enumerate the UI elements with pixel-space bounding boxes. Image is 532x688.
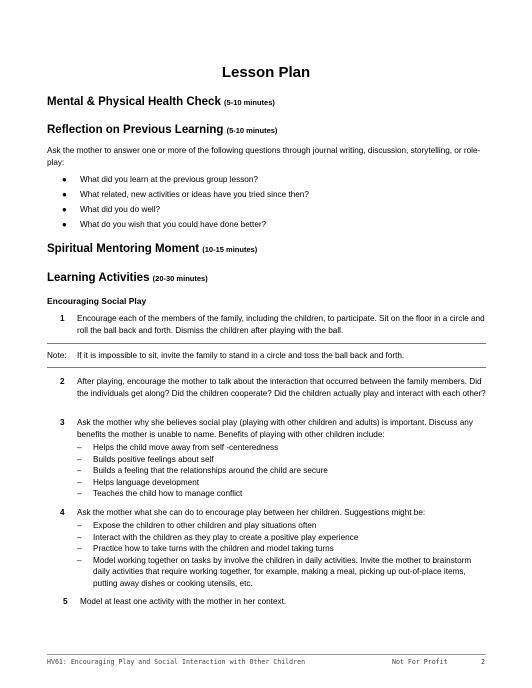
step-2 (47, 376, 487, 400)
bullet-icon: ● (62, 175, 67, 184)
bullet-icon: ● (62, 220, 67, 229)
heading-text: Reflection on Previous Learning (47, 124, 224, 136)
subheading-social-play: Encouraging Social Play (47, 296, 147, 306)
heading-activities (47, 272, 208, 284)
benefits-list (77, 442, 487, 500)
reflection-intro: Ask the mother to answer one or more of the following questions through journal writing, discussion, storytelling, or role-play: (47, 146, 481, 167)
list-item: – Helps the child move away from self -centeredness (77, 443, 279, 452)
step-number: 3 (60, 418, 65, 427)
footer-title: HV61: Encouraging Play and Social Interaction with Other Children (47, 658, 306, 666)
list-item: – Builds a feeling that the relationships around the child are secure (77, 466, 328, 476)
footer-label: Not For Profit (392, 658, 448, 666)
step-number: 1 (60, 314, 65, 323)
heading-health-check (47, 96, 275, 108)
divider (47, 367, 486, 368)
duration: (5-10 minutes) (224, 98, 275, 107)
list-item: – Interact with the children as they play to create a positive play experience (77, 532, 359, 542)
list-item: – Practice how to take turns with the children and model taking turns (77, 544, 334, 554)
note (47, 350, 486, 362)
heading-spiritual (47, 243, 257, 255)
suggestions-list (77, 520, 487, 590)
page-title: Lesson Plan (221, 64, 311, 81)
step-5 (47, 596, 487, 608)
list-item: – Builds positive feelings about self (77, 454, 214, 464)
step-4 (47, 507, 487, 519)
duration: (20-30 minutes) (152, 274, 208, 283)
list-item: ● What did you do well? (62, 205, 161, 214)
duration: (5-10 minutes) (226, 126, 278, 135)
step-1 (47, 313, 487, 337)
heading-text: Mental & Physical Health Check (47, 96, 221, 108)
step-text: Encourage each of the members of the family, including the children, to participate. Sit on the floor in a circle and roll the ball back and forth. Dismiss the children after playing with the ball. (77, 314, 485, 335)
note-label: Note: (47, 351, 67, 360)
step-text: Ask the mother what she can do to encourage play between her children. Suggestions might be: (77, 508, 426, 517)
list-item: – Model working together on tasks by involve the children in daily activities. Invite the mother to brainstorm daily activities that require working together, for example, making a meal, picking up out-of-place items, putting away dishes or cooking utensils, etc. (77, 555, 472, 588)
step-3 (47, 417, 487, 441)
heading-reflection (47, 124, 277, 136)
divider (47, 343, 486, 344)
list-item: ● What do you wish that you could have done better? (62, 220, 267, 229)
bullet-icon: ● (62, 190, 67, 199)
step-number: 4 (60, 508, 65, 517)
step-text: After playing, encourage the mother to talk about the interaction that occurred between the family members. Did the individuals get along? Did the children cooperate? Did the children actually play and interact with each other? (77, 377, 486, 398)
heading-text: Spiritual Mentoring Moment (47, 243, 200, 255)
page-number: 2 (481, 658, 485, 666)
heading-text: Learning Activities (47, 272, 150, 284)
list-item: ● What related, new activities or ideas have you tried since then? (62, 190, 309, 199)
step-number: 5 (63, 597, 68, 606)
list-item: – Teaches the child how to manage conflict (77, 489, 243, 499)
step-number: 2 (60, 377, 65, 386)
list-item: ● What did you learn at the previous group lesson? (62, 175, 258, 184)
footer-divider (47, 654, 486, 655)
duration: (10-15 minutes) (202, 245, 258, 254)
note-text: If it is impossible to sit, invite the family to stand in a circle and toss the ball back and forth. (77, 351, 405, 360)
list-item: – Helps language development (77, 477, 200, 487)
step-text: Ask the mother why she believes social play (playing with other children and adults) is important. Discuss any benefits the mother is unable to name. Benefits of playing with other children include: (77, 418, 473, 439)
reflection-questions (62, 174, 309, 234)
bullet-icon: ● (62, 205, 67, 214)
list-item: – Expose the children to other children and play situations often (77, 521, 317, 530)
step-text: Model at least one activity with the mother in her context. (80, 597, 287, 606)
